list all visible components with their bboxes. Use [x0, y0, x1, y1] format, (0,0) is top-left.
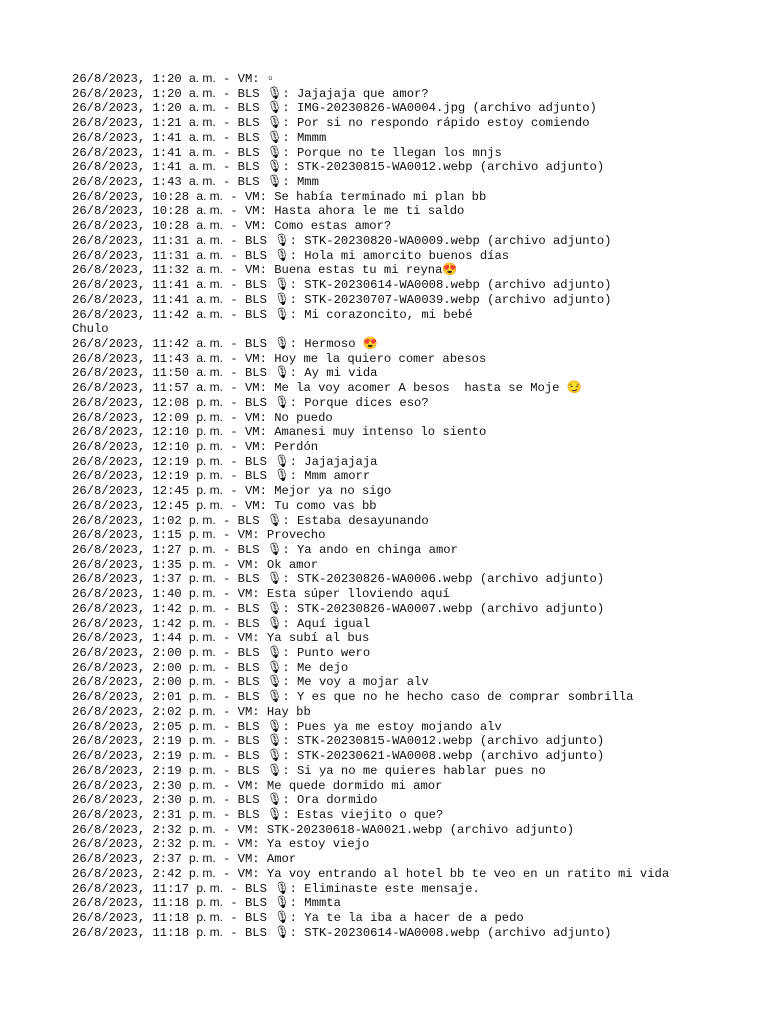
message-meridiem: a. m.	[196, 203, 224, 218]
chat-line	[72, 468, 669, 483]
message-timestamp: 26/8/2023, 2:42	[72, 866, 190, 881]
message-text: - BLS 🎙: Ya ando en chinga amor	[215, 543, 458, 557]
chat-line	[72, 410, 669, 425]
message-timestamp: 26/8/2023, 2:31	[72, 807, 190, 822]
message-text: - VM: Tu como vas bb	[223, 498, 377, 513]
message-timestamp: 26/8/2023, 1:41	[72, 130, 190, 145]
chat-line	[72, 822, 669, 837]
message-meridiem: p. m.	[189, 851, 216, 866]
message-timestamp: 26/8/2023, 2:19	[72, 749, 190, 764]
message-meridiem: p. m.	[196, 424, 224, 439]
chat-line	[72, 689, 669, 704]
chat-line	[72, 748, 669, 763]
message-text: - BLS 🎙: STK-20230826-WA0006.webp (archivo adjunto)	[215, 572, 605, 587]
message-timestamp: 26/8/2023, 2:05	[72, 719, 190, 734]
message-text: - BLS 🎙: Aquí igual	[215, 616, 371, 631]
message-timestamp: 26/8/2023, 1:20	[72, 72, 190, 86]
message-meridiem: p. m.	[189, 600, 216, 615]
message-meridiem: p. m.	[189, 615, 216, 630]
message-text: - BLS 🎙: Jajajaja que amor?	[215, 86, 429, 101]
message-text: - BLS 🎙: STK-20230614-WA0008.webp (archivo adjunto)	[223, 278, 612, 293]
chat-line	[72, 307, 669, 322]
message-text: - BLS 🎙: Porque dices eso?	[223, 395, 429, 410]
chat-line	[72, 189, 669, 204]
message-meridiem: a. m.	[189, 85, 216, 100]
message-meridiem: p. m.	[189, 586, 216, 601]
message-text: - VM: Mejor ya no sigo	[223, 484, 392, 499]
message-timestamp: 26/8/2023, 2:32	[72, 837, 190, 852]
chat-line	[72, 792, 669, 807]
message-timestamp: 26/8/2023, 2:30	[72, 778, 190, 793]
chat-line	[72, 807, 669, 822]
chat-line	[72, 351, 669, 366]
message-text: - BLS 🎙: STK-20230820-WA0009.webp (archivo adjunto)	[223, 233, 612, 248]
message-timestamp: 26/8/2023, 2:37	[72, 852, 190, 867]
message-timestamp: 26/8/2023, 10:28	[72, 204, 197, 219]
message-text: - VM: No puedo	[223, 410, 333, 425]
message-timestamp: 26/8/2023, 10:28	[72, 219, 197, 234]
message-meridiem: p. m.	[189, 792, 216, 807]
message-text: - BLS 🎙: Mmmta	[223, 896, 341, 911]
chat-line	[72, 836, 669, 851]
message-meridiem: p. m.	[189, 571, 216, 586]
message-timestamp: 26/8/2023, 11:41	[72, 292, 197, 307]
message-meridiem: p. m.	[196, 468, 224, 483]
message-text: - VM: Ya estoy viejo	[215, 837, 370, 852]
message-text: - BLS 🎙: Y es que no he hecho caso de comprar sombrilla	[215, 690, 634, 705]
message-text: - VM: Hoy me la quiero comer abesos	[223, 351, 487, 366]
message-timestamp: 26/8/2023, 2:02	[72, 704, 190, 719]
message-text: - VM: Hay bb	[215, 704, 311, 719]
message-timestamp: 26/8/2023, 1:40	[72, 587, 190, 602]
message-timestamp: 26/8/2023, 1:35	[72, 557, 190, 572]
chat-line	[72, 513, 669, 528]
chat-line	[72, 203, 669, 218]
message-meridiem: p. m.	[189, 674, 216, 689]
message-timestamp: 26/8/2023, 1:42	[72, 601, 190, 616]
chat-line	[72, 277, 669, 292]
chat-line	[72, 439, 669, 454]
message-timestamp: 26/8/2023, 11:18	[72, 925, 197, 940]
message-timestamp: 26/8/2023, 11:17	[72, 881, 197, 896]
message-timestamp: 26/8/2023, 1:43	[72, 175, 190, 190]
message-timestamp: 26/8/2023, 1:20	[72, 101, 190, 116]
chat-line	[72, 542, 669, 557]
message-timestamp: 26/8/2023, 12:10	[72, 425, 197, 440]
message-meridiem: p. m.	[196, 394, 224, 409]
message-text: - VM: ▫	[215, 72, 275, 86]
message-timestamp: 26/8/2023, 1:02	[72, 513, 190, 528]
message-timestamp: 26/8/2023, 1:41	[72, 145, 190, 160]
chat-line	[72, 454, 669, 469]
chat-line	[72, 336, 669, 351]
message-meridiem: p. m.	[189, 689, 216, 704]
message-text: - VM: Me quede dormido mi amor	[215, 778, 443, 793]
message-text: - BLS 🎙: Hola mi amorcito buenos días	[223, 248, 510, 263]
chat-log	[72, 71, 669, 939]
message-text: - BLS 🎙: STK-20230621-WA0008.webp (archivo adjunto)	[215, 749, 605, 764]
chat-line	[72, 424, 669, 439]
chat-line	[72, 719, 669, 734]
chat-line	[72, 100, 669, 115]
message-timestamp: 26/8/2023, 11:41	[72, 278, 197, 293]
chat-line	[72, 645, 669, 660]
message-text: - VM: Ya subí al bus	[215, 631, 370, 646]
message-timestamp: 26/8/2023, 1:42	[72, 616, 190, 631]
message-meridiem: a. m.	[189, 100, 216, 115]
message-text: - BLS 🎙: Hermoso 😍	[223, 336, 378, 351]
chat-line	[72, 557, 669, 572]
message-timestamp: 26/8/2023, 2:00	[72, 675, 190, 690]
message-text: - BLS 🎙: Me voy a mojar alv	[215, 675, 429, 690]
message-meridiem: p. m.	[196, 409, 224, 424]
message-text: - VM: Me la voy acomer A besos hasta se Moje 😏	[223, 381, 582, 396]
message-timestamp: 26/8/2023, 1:44	[72, 631, 190, 646]
message-text: - BLS 🎙: Ora dormido	[215, 793, 378, 808]
message-timestamp: 26/8/2023, 11:43	[72, 351, 197, 366]
chat-line	[72, 674, 669, 689]
message-timestamp: 26/8/2023, 2:19	[72, 734, 190, 749]
message-timestamp: 26/8/2023, 12:19	[72, 454, 197, 469]
message-timestamp: 26/8/2023, 1:20	[72, 86, 190, 101]
message-meridiem: p. m.	[189, 821, 216, 836]
message-timestamp: 26/8/2023, 11:31	[72, 248, 197, 263]
message-meridiem: p. m.	[189, 836, 216, 851]
message-text: - BLS 🎙: Pues ya me estoy mojando alv	[215, 719, 502, 734]
message-text: - BLS 🎙: Mmmm	[215, 130, 327, 145]
message-text: - BLS 🎙: STK-20230826-WA0007.webp (archivo adjunto)	[215, 601, 605, 616]
message-text: - BLS 🎙: Porque no te llegan los mnjs	[215, 145, 502, 160]
message-meridiem: p. m.	[189, 659, 216, 674]
message-timestamp: 26/8/2023, 12:45	[72, 498, 197, 513]
message-meridiem: a. m.	[196, 277, 224, 292]
message-meridiem: p. m.	[196, 438, 224, 453]
message-text: - BLS 🎙: Jajajajaja	[223, 454, 378, 469]
chat-line	[72, 630, 669, 645]
chat-line	[72, 483, 669, 498]
chat-line	[72, 115, 669, 130]
message-meridiem: a. m.	[189, 129, 216, 144]
chat-line	[72, 218, 669, 233]
message-meridiem: a. m.	[189, 144, 216, 159]
message-text: - BLS 🎙: Ay mi vida	[223, 366, 378, 381]
message-meridiem: a. m.	[189, 71, 216, 85]
message-timestamp: 26/8/2023, 11:18	[72, 910, 197, 925]
message-timestamp: 26/8/2023, 1:27	[72, 543, 190, 557]
message-text: - BLS 🎙: Me dejo	[215, 660, 349, 675]
chat-line	[72, 925, 669, 940]
message-meridiem: a. m.	[196, 335, 224, 350]
message-meridiem: p. m.	[196, 497, 224, 512]
message-timestamp: 26/8/2023, 2:19	[72, 763, 190, 778]
message-text: - BLS 🎙: Mmm	[215, 175, 319, 190]
message-text: - BLS 🎙: Por si no respondo rápido estoy comiendo	[215, 116, 590, 131]
message-text: - VM: Hasta ahora le me ti saldo	[223, 204, 465, 219]
message-text: - BLS 🎙: Punto wero	[215, 646, 371, 661]
message-meridiem: a. m.	[189, 174, 216, 189]
chat-line	[72, 262, 669, 277]
message-meridiem: a. m.	[196, 262, 224, 277]
chat-line	[72, 71, 669, 86]
message-meridiem: p. m.	[196, 453, 224, 468]
message-text: - BLS 🎙: IMG-20230826-WA0004.jpg (archivo adjunto)	[215, 101, 597, 116]
chat-line	[72, 586, 669, 601]
message-meridiem: p. m.	[189, 762, 216, 777]
chat-line	[72, 571, 669, 586]
message-timestamp: 26/8/2023, 2:32	[72, 822, 190, 837]
message-timestamp: 26/8/2023, 12:08	[72, 395, 197, 410]
message-meridiem: p. m.	[189, 806, 216, 821]
message-timestamp: 26/8/2023, 1:37	[72, 572, 190, 587]
chat-line	[72, 130, 669, 145]
message-text: - BLS 🎙: Mmm amorr	[223, 469, 371, 484]
message-text: - VM: Amanesi muy intenso lo siento	[223, 425, 487, 440]
message-timestamp: 26/8/2023, 11:57	[72, 381, 197, 396]
message-text: - VM: Esta súper lloviendo aquí	[215, 587, 450, 602]
message-meridiem: a. m.	[196, 247, 224, 262]
message-text: - VM: Como estas amor?	[223, 219, 392, 234]
message-text: - BLS 🎙: STK-20230815-WA0012.webp (archivo adjunto)	[215, 160, 605, 175]
chat-line	[72, 321, 669, 336]
chat-line	[72, 660, 669, 675]
message-meridiem: a. m.	[196, 188, 224, 203]
chat-line	[72, 145, 669, 160]
chat-line	[72, 910, 669, 925]
message-timestamp: 26/8/2023, 12:19	[72, 469, 197, 484]
message-timestamp: 26/8/2023, 2:01	[72, 690, 190, 705]
message-text: - BLS 🎙: Estas viejito o que?	[215, 807, 444, 822]
message-meridiem: p. m.	[189, 777, 216, 792]
message-text: - VM: Ya voy entrando al hotel bb te veo en un ratito mi vida	[215, 866, 670, 881]
message-text: - BLS 🎙: Mi corazoncito, mi bebé	[223, 307, 473, 322]
message-timestamp: 26/8/2023, 2:30	[72, 793, 190, 808]
message-text: - VM: Buena estas tu mi reyna😍	[223, 263, 458, 278]
message-text: - VM: Provecho	[215, 528, 326, 543]
chat-line	[72, 159, 669, 174]
chat-line	[72, 395, 669, 410]
message-meridiem: p. m.	[189, 733, 216, 748]
message-text: - VM: Ok amor	[215, 557, 319, 572]
message-timestamp: 26/8/2023, 1:41	[72, 160, 190, 175]
message-meridiem: a. m.	[196, 232, 224, 247]
message-meridiem: p. m.	[189, 630, 216, 645]
message-timestamp: 26/8/2023, 12:45	[72, 484, 197, 499]
message-timestamp: 26/8/2023, 1:21	[72, 116, 190, 131]
message-meridiem: a. m.	[196, 291, 224, 306]
chat-line	[72, 601, 669, 616]
chat-line	[72, 866, 669, 881]
chat-line	[72, 778, 669, 793]
chat-line	[72, 233, 669, 248]
message-timestamp: 26/8/2023, 11:50	[72, 366, 197, 381]
chat-line	[72, 174, 669, 189]
chat-line	[72, 616, 669, 631]
message-timestamp: 26/8/2023, 11:31	[72, 233, 197, 248]
chat-line	[72, 733, 669, 748]
message-meridiem: a. m.	[196, 365, 224, 380]
message-timestamp: 26/8/2023, 12:10	[72, 439, 197, 454]
message-meridiem: a. m.	[196, 218, 224, 233]
message-timestamp: 26/8/2023, 11:42	[72, 336, 197, 351]
message-meridiem: p. m.	[189, 542, 216, 556]
message-timestamp: 26/8/2023, 1:15	[72, 528, 190, 543]
message-text: - VM: Perdón	[223, 439, 319, 454]
message-meridiem: a. m.	[189, 159, 216, 174]
chat-line	[72, 292, 669, 307]
message-text: - VM: STK-20230618-WA0021.webp (archivo adjunto)	[215, 822, 575, 837]
message-timestamp: 26/8/2023, 12:09	[72, 410, 197, 425]
chat-line	[72, 365, 669, 380]
message-meridiem: p. m.	[189, 718, 216, 733]
message-timestamp: 26/8/2023, 2:00	[72, 646, 190, 661]
message-text: - BLS 🎙: STK-20230707-WA0039.webp (archivo adjunto)	[223, 292, 612, 307]
message-meridiem: a. m.	[196, 380, 224, 395]
chat-line	[72, 704, 669, 719]
message-text: Chulo	[72, 322, 109, 337]
chat-line	[72, 527, 669, 542]
message-text: - BLS 🎙: STK-20230614-WA0008.webp (archivo adjunto)	[223, 925, 612, 940]
message-timestamp: 26/8/2023, 11:18	[72, 896, 197, 911]
message-meridiem: a. m.	[196, 306, 224, 321]
message-meridiem: p. m.	[189, 703, 216, 718]
message-meridiem: p. m.	[196, 909, 224, 924]
chat-line	[72, 248, 669, 263]
message-meridiem: p. m.	[189, 748, 216, 763]
chat-line	[72, 895, 669, 910]
chat-line	[72, 498, 669, 513]
message-timestamp: 26/8/2023, 2:00	[72, 660, 190, 675]
message-timestamp: 26/8/2023, 11:42	[72, 307, 197, 322]
message-timestamp: 26/8/2023, 10:28	[72, 189, 197, 204]
message-meridiem: p. m.	[189, 645, 216, 660]
message-meridiem: a. m.	[196, 350, 224, 365]
message-text: - VM: Se había terminado mi plan bb	[223, 189, 487, 204]
message-meridiem: p. m.	[189, 556, 216, 571]
chat-line	[72, 86, 669, 101]
message-meridiem: p. m.	[189, 527, 216, 542]
chat-line	[72, 881, 669, 896]
message-meridiem: p. m.	[196, 924, 224, 939]
message-meridiem: p. m.	[189, 512, 216, 527]
message-meridiem: p. m.	[189, 865, 216, 880]
message-meridiem: a. m.	[189, 115, 216, 130]
message-text: - VM: Amor	[215, 852, 297, 867]
message-meridiem: p. m.	[196, 483, 224, 498]
chat-line	[72, 380, 669, 395]
chat-line	[72, 763, 669, 778]
message-meridiem: p. m.	[196, 880, 224, 895]
message-text: - BLS 🎙: Ya te la iba a hacer de a pedo	[223, 910, 524, 925]
message-text: - BLS 🎙: Si ya no me quieres hablar pues no	[215, 763, 546, 778]
message-text: - BLS 🎙: Estaba desayunando	[215, 513, 429, 528]
message-timestamp: 26/8/2023, 11:32	[72, 263, 197, 278]
message-meridiem: p. m.	[196, 895, 224, 910]
chat-line	[72, 851, 669, 866]
message-text: - BLS 🎙: Eliminaste este mensaje.	[223, 881, 480, 896]
message-text: - BLS 🎙: STK-20230815-WA0012.webp (archivo adjunto)	[215, 734, 605, 749]
